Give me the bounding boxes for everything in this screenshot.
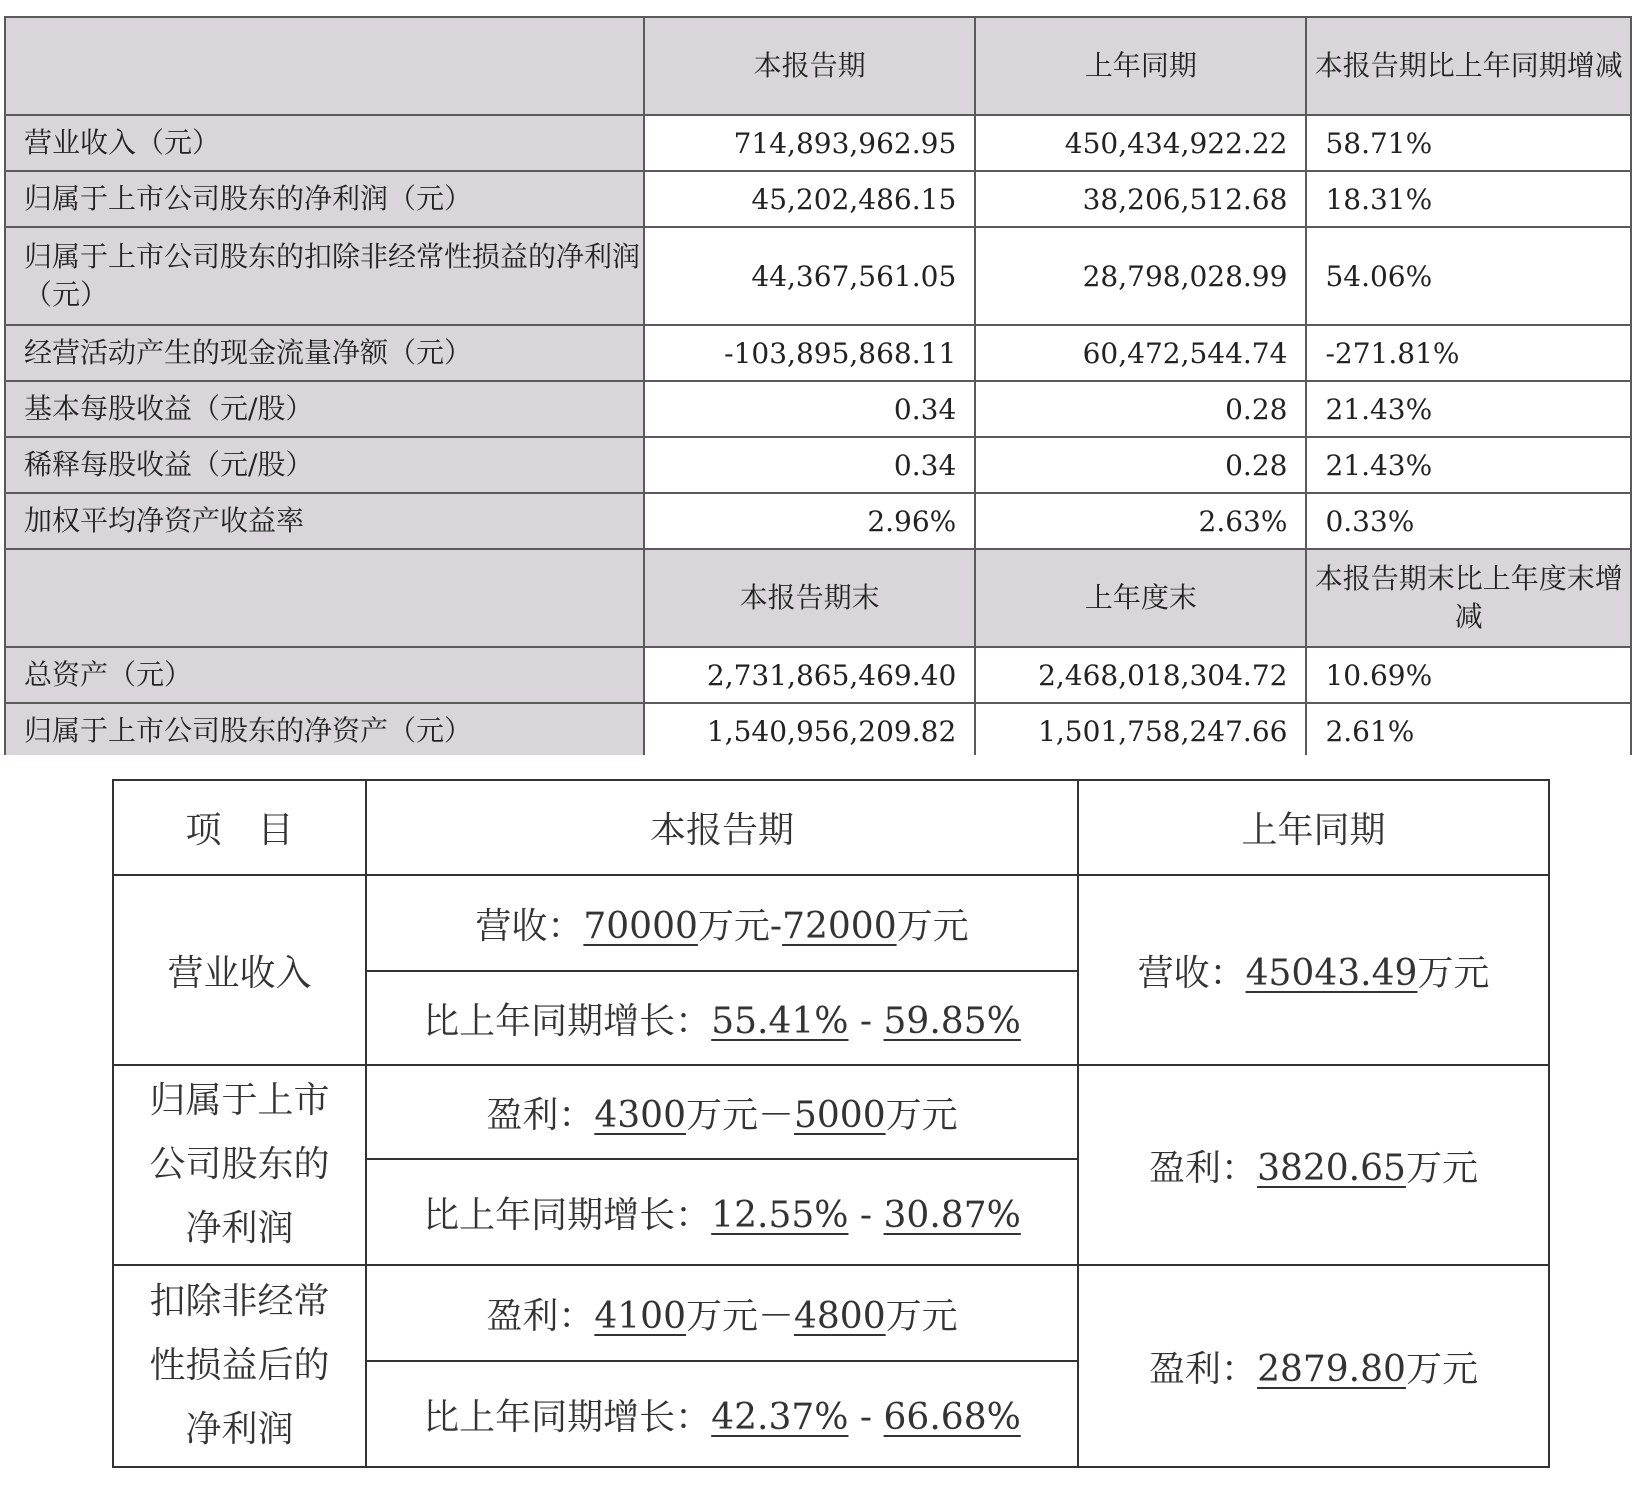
prior-value: 3820.65	[1257, 1147, 1406, 1189]
table-row	[5, 381, 1631, 437]
current-value: 1,540,956,209.82	[644, 703, 975, 755]
table-row	[5, 437, 1631, 493]
row-label: 经营活动产生的现金流量净额（元）	[5, 325, 644, 381]
prior-value: 60,472,544.74	[975, 325, 1306, 381]
growth-high-value: 66.68%	[883, 1396, 1021, 1438]
change-value: 2.61%	[1325, 714, 1415, 748]
header-period-end: 本报告期末	[644, 549, 975, 647]
prior-value: 28,798,028.99	[975, 227, 1306, 325]
range-separator: 万元-	[697, 905, 783, 947]
range-prefix: 盈利：	[486, 1094, 595, 1136]
change-value: -271.81%	[1325, 336, 1460, 370]
row-label: 归属于上市公司股东的净利润（元）	[5, 171, 644, 227]
revenue-growth-cell	[366, 971, 1078, 1065]
current-value: 2,731,865,469.40	[644, 647, 975, 703]
prior-prefix: 盈利：	[1149, 1147, 1258, 1189]
growth-separator: -	[848, 1396, 884, 1438]
change-value: 54.06%	[1325, 259, 1433, 293]
change-value: 18.31%	[1325, 182, 1433, 216]
prior-unit: 万元	[1405, 1348, 1478, 1390]
range-unit: 万元	[896, 905, 969, 947]
growth-separator: -	[848, 1000, 884, 1042]
header-change: 本报告期比上年同期增减	[1306, 17, 1631, 115]
range-high-value: 4800	[794, 1295, 886, 1337]
growth-prefix: 比上年同期增长：	[423, 1000, 712, 1042]
row-label: 稀释每股收益（元/股）	[5, 437, 644, 493]
deducted-profit-prior-cell	[1078, 1265, 1549, 1467]
net-profit-label	[113, 1065, 366, 1265]
header-prior-year-end: 上年度末	[975, 549, 1306, 647]
growth-high-value: 30.87%	[883, 1194, 1021, 1236]
main-financial-data-table	[4, 16, 1632, 755]
growth-low-value: 12.55%	[711, 1194, 849, 1236]
range-low-value: 4100	[594, 1295, 686, 1337]
current-value: 2.96%	[644, 493, 975, 549]
current-value: 45,202,486.15	[644, 171, 975, 227]
range-prefix: 盈利：	[486, 1295, 595, 1337]
deducted-profit-range-row	[113, 1265, 1549, 1361]
revenue-prior-cell	[1078, 875, 1549, 1065]
growth-prefix: 比上年同期增长：	[423, 1396, 712, 1438]
prior-value: 2879.80	[1257, 1348, 1406, 1390]
net-profit-growth-cell	[366, 1159, 1078, 1265]
prior-unit: 万元	[1405, 1147, 1478, 1189]
current-value: 0.34	[644, 381, 975, 437]
range-prefix: 营收：	[475, 905, 584, 947]
label-line: 归属于上市	[149, 1080, 330, 1121]
deducted-profit-label	[113, 1265, 366, 1467]
row-label: 归属于上市公司股东的净资产（元）	[5, 703, 644, 755]
range-unit: 万元	[885, 1295, 958, 1337]
change-value: 0.33%	[1325, 504, 1415, 538]
prior-value: 0.28	[975, 437, 1306, 493]
table-row	[5, 171, 1631, 227]
current-value: 0.34	[644, 437, 975, 493]
table-row	[5, 227, 1631, 325]
revenue-range-row	[113, 875, 1549, 971]
label-line: 公司股东的	[149, 1144, 330, 1185]
prior-value: 1,501,758,247.66	[975, 703, 1306, 755]
deducted-profit-growth-cell	[366, 1361, 1078, 1467]
header-prior-period: 上年同期	[1078, 780, 1549, 875]
net-profit-range-row	[113, 1065, 1549, 1159]
change-value: 21.43%	[1325, 448, 1433, 482]
growth-low-value: 55.41%	[711, 1000, 849, 1042]
change-value: 10.69%	[1325, 658, 1433, 692]
range-unit: 万元	[885, 1094, 958, 1136]
header-current-period: 本报告期	[644, 17, 975, 115]
prior-unit: 万元	[1417, 952, 1490, 994]
current-value: 714,893,962.95	[644, 115, 975, 171]
table-row	[5, 493, 1631, 549]
range-high-value: 72000	[782, 905, 897, 947]
current-value: -103,895,868.11	[644, 325, 975, 381]
prior-value: 450,434,922.22	[975, 115, 1306, 171]
table-row	[5, 703, 1631, 755]
growth-low-value: 42.37%	[711, 1396, 849, 1438]
row-label: 归属于上市公司股东的扣除非经常性损益的净利润（元）	[5, 227, 644, 325]
header-blank-cell	[5, 549, 644, 647]
row-label: 加权平均净资产收益率	[5, 493, 644, 549]
table-row	[5, 325, 1631, 381]
row-label: 营业收入（元）	[5, 115, 644, 171]
header-change: 本报告期末比上年度末增减	[1306, 549, 1631, 647]
prior-prefix: 营收：	[1137, 952, 1246, 994]
deducted-profit-range-cell	[366, 1265, 1078, 1361]
range-low-value: 4300	[594, 1094, 686, 1136]
table-header-row	[5, 17, 1631, 115]
prior-value: 2,468,018,304.72	[975, 647, 1306, 703]
row-label: 基本每股收益（元/股）	[5, 381, 644, 437]
change-value: 58.71%	[1325, 126, 1433, 160]
net-profit-prior-cell	[1078, 1065, 1549, 1265]
table-row	[5, 115, 1631, 171]
table-row	[5, 647, 1631, 703]
prior-value: 38,206,512.68	[975, 171, 1306, 227]
header-prior-period: 上年同期	[975, 17, 1306, 115]
growth-separator: -	[848, 1194, 884, 1236]
forecast-header-row	[113, 780, 1549, 875]
header-item: 项 目	[113, 780, 366, 875]
header-current-period: 本报告期	[366, 780, 1078, 875]
table-header-row	[5, 549, 1631, 647]
net-profit-range-cell	[366, 1065, 1078, 1159]
range-separator: 万元－	[685, 1295, 794, 1337]
growth-prefix: 比上年同期增长：	[423, 1194, 712, 1236]
prior-value: 0.28	[975, 381, 1306, 437]
label-line: 扣除非经常	[149, 1281, 330, 1322]
label-line: 净利润	[185, 1409, 294, 1450]
row-label: 总资产（元）	[5, 647, 644, 703]
revenue-range-cell	[366, 875, 1078, 971]
revenue-label: 营业收入	[113, 875, 366, 1065]
label-line: 净利润	[185, 1208, 294, 1249]
growth-high-value: 59.85%	[883, 1000, 1021, 1042]
earnings-forecast-table	[112, 779, 1550, 1468]
current-value: 44,367,561.05	[644, 227, 975, 325]
change-value: 21.43%	[1325, 392, 1433, 426]
range-separator: 万元－	[685, 1094, 794, 1136]
label-line: 性损益后的	[149, 1345, 330, 1386]
prior-value: 45043.49	[1245, 952, 1418, 994]
prior-prefix: 盈利：	[1149, 1348, 1258, 1390]
range-high-value: 5000	[794, 1094, 886, 1136]
range-low-value: 70000	[583, 905, 698, 947]
header-blank-cell	[5, 17, 644, 115]
prior-value: 2.63%	[975, 493, 1306, 549]
